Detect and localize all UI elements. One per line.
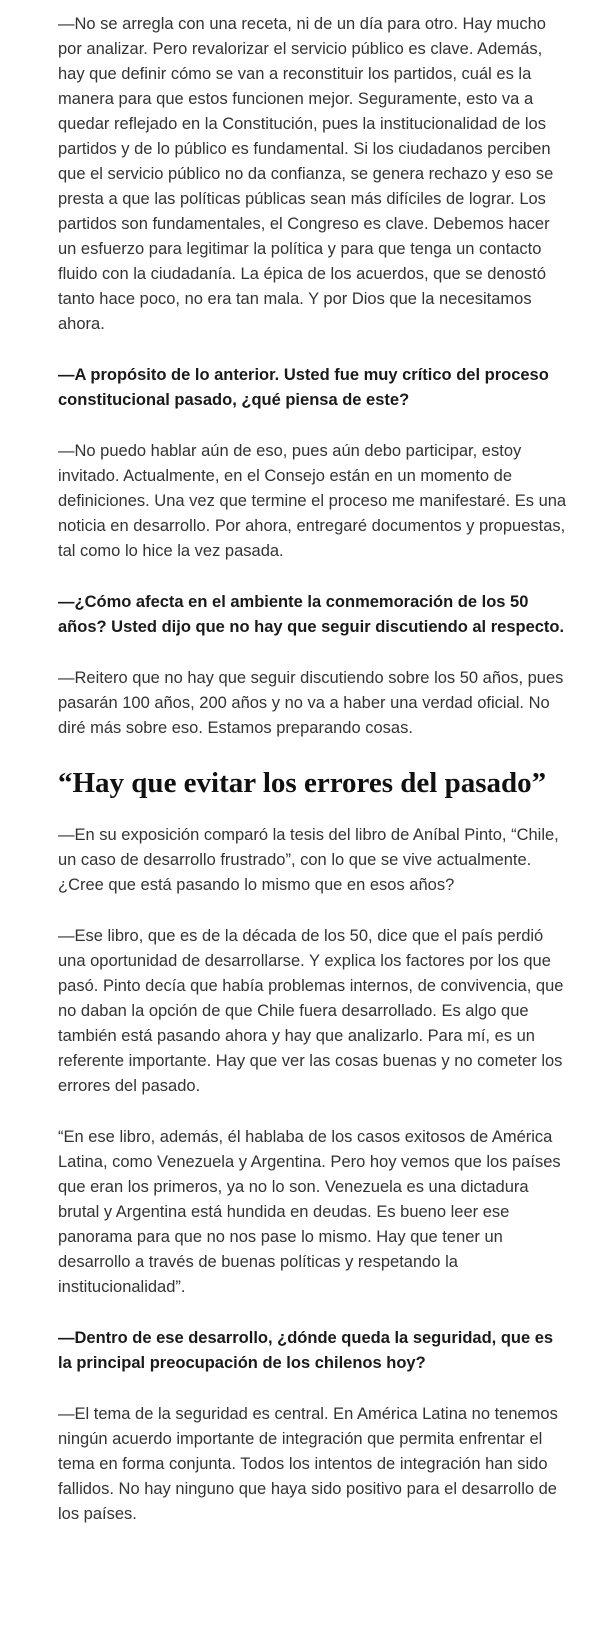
paragraph-gap — [58, 1376, 570, 1402]
paragraph-gap — [58, 1099, 570, 1125]
paragraph-gap — [58, 337, 570, 363]
paragraph-gap — [58, 564, 570, 590]
paragraph-gap — [58, 413, 570, 439]
question-paragraph-1: —A propósito de lo anterior. Usted fue muy crítico del proceso constitucional pasado, ¿qué piensa de este? — [58, 366, 549, 409]
question-paragraph-4: —Dentro de ese desarrollo, ¿dónde queda la seguridad, que es la principal preocupación de los chilenos hoy? — [58, 1329, 554, 1372]
answer-paragraph-4: —Ese libro, que es de la década de los 50, dice que el país perdió una oportunidad de desarrollarse. Y explica los factores por los que pasó. Pinto decía que había problemas internos, de convivencia, que no daban la opción de que Chile fuera desarrollado. Es algo que también está pasando ahora y hay que analizarlo. Para mí, es un referente importante. Hay que ver las cosas buenas y no cometer los errores del pasado. — [58, 927, 564, 1095]
paragraph-gap — [58, 640, 570, 666]
paragraph-gap — [58, 741, 570, 761]
answer-paragraph-6: —El tema de la seguridad es central. En América Latina no tenemos ningún acuerdo importante de integración que permita enfrentar el tema en forma conjunta. Todos los intentos de integración han sido fallidos. No hay ninguno que haya sido positivo para el desarrollo de los países. — [58, 1405, 558, 1523]
question-paragraph-2: —¿Cómo afecta en el ambiente la conmemoración de los 50 años? Usted dijo que no hay que seguir discutiendo al respecto. — [58, 593, 565, 636]
answer-paragraph-2: —No puedo hablar aún de eso, pues aún debo participar, estoy invitado. Actualmente, en el Consejo están en un momento de definiciones. Una vez que termine el proceso me manifestaré. Es una noticia en desarrollo. Por ahora, entregaré documentos y propuestas, tal como lo hice la vez pasada. — [58, 442, 567, 560]
paragraph-gap — [58, 803, 570, 823]
paragraph-gap — [58, 1300, 570, 1326]
paragraph-gap — [58, 898, 570, 924]
answer-paragraph-5: “En ese libro, además, él hablaba de los casos exitosos de América Latina, como Venezuela y Argentina. Pero hoy vemos que los países que eran los primeros, ya no lo son. Venezuela es una dictadura brutal y Argentina está hundida en deudas. Es bueno leer ese panorama para que no nos pase lo mismo. Hay que tener un desarrollo a través de buenas políticas y respetando la institucionalidad”. — [58, 1128, 561, 1296]
section-subheading: “Hay que evitar los errores del pasado” — [58, 767, 547, 799]
question-paragraph-3: —En su exposición comparó la tesis del libro de Aníbal Pinto, “Chile, un caso de desarrollo frustrado”, con lo que se vive actualmente. ¿Cree que está pasando lo mismo que en esos años? — [58, 826, 559, 894]
answer-paragraph-1: —No se arregla con una receta, ni de un día para otro. Hay mucho por analizar. Pero revalorizar el servicio público es clave. Además, hay que definir cómo se van a reconstituir los partidos, cuál es la manera para que estos funcionen mejor. Seguramente, esto va a quedar reflejado en la Constitución, pues la institucionalidad de los partidos y de lo público es fundamental. Si los ciudadanos perciben que el servicio público no da confianza, se genera rechazo y eso se presta a que las políticas públicas sean más difíciles de lograr. Los partidos son fundamentales, el Congreso es clave. Debemos hacer un esfuerzo para legitimar la política y para que tenga un contacto fluido con la ciudadanía. La épica de los acuerdos, que se denostó tanto hace poco, no era tan mala. Y por Dios que la necesitamos ahora. — [58, 15, 554, 333]
answer-paragraph-3: —Reitero que no hay que seguir discutiendo sobre los 50 años, pues pasarán 100 años, 200 años y no va a haber una verdad oficial. No diré más sobre eso. Estamos preparando cosas. — [58, 669, 564, 737]
